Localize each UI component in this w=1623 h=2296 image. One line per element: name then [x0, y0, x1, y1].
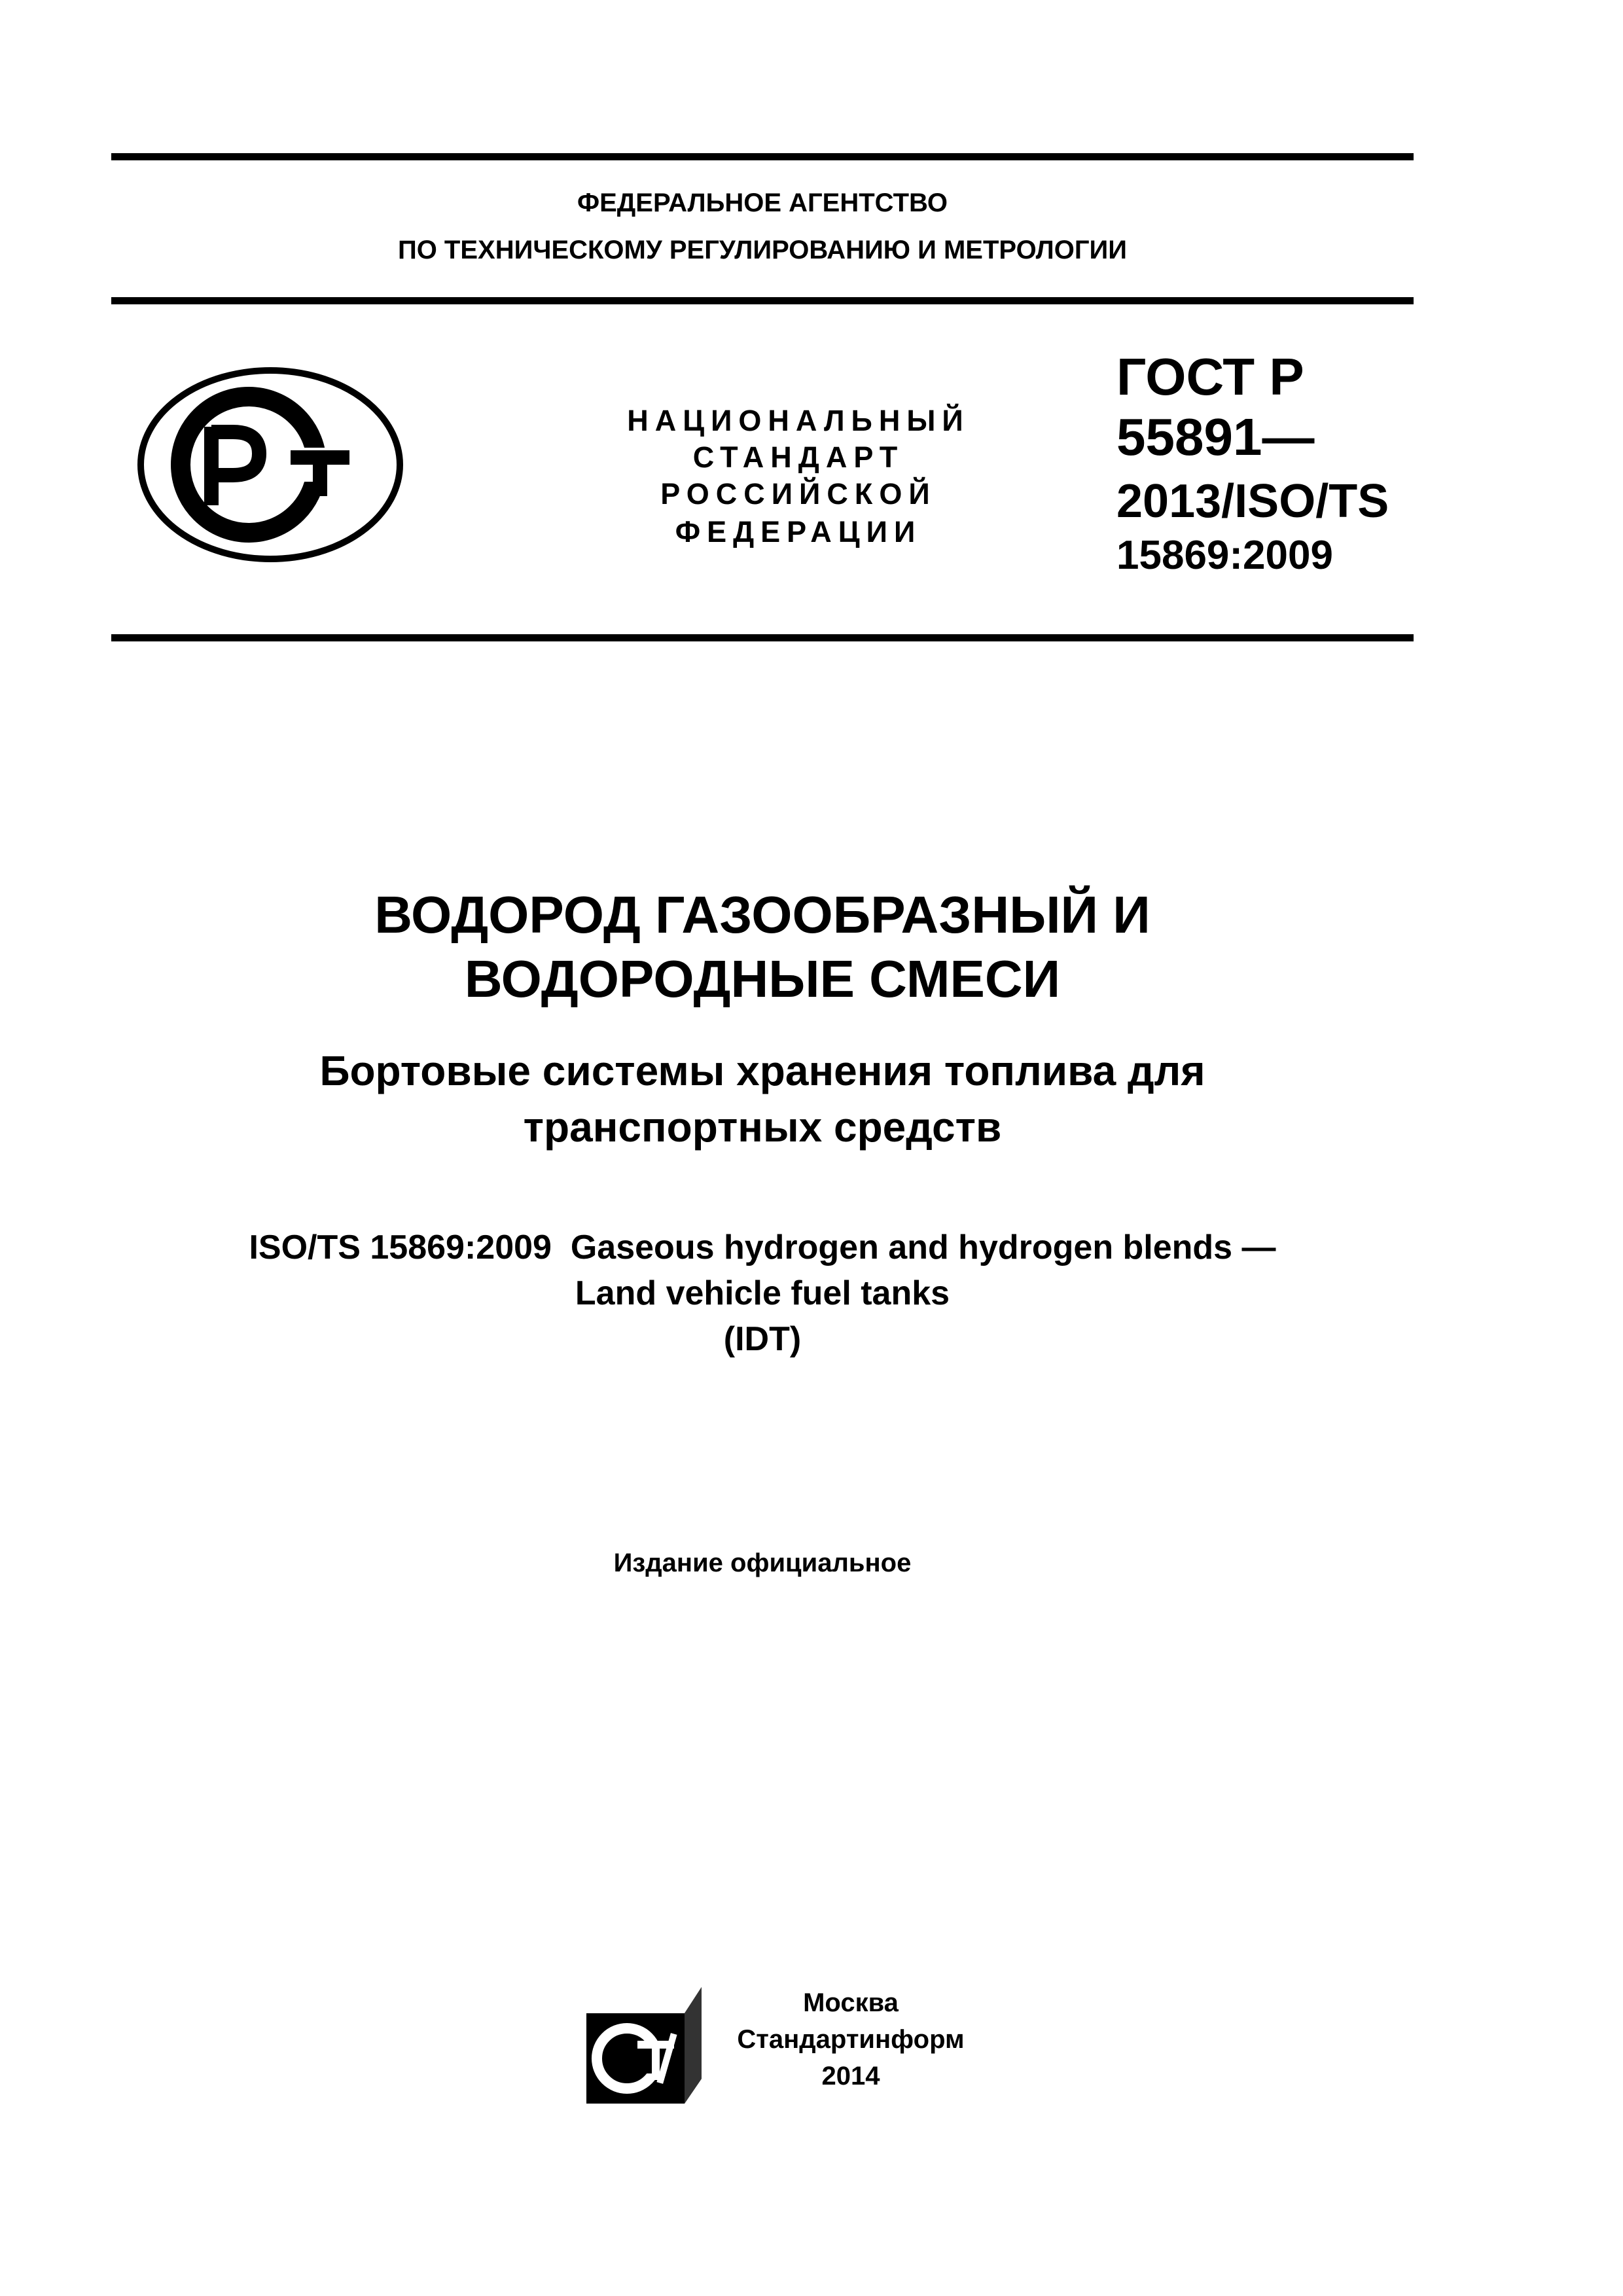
- edition-note: Издание официальное: [613, 1549, 912, 1577]
- agency-name-line-1: ФЕДЕРАЛЬНОЕ АГЕНТСТВО: [577, 188, 948, 217]
- iso-reference-line-1: ISO/TS 15869:2009 Gaseous hydrogen and hydrogen blends —: [249, 1229, 1276, 1266]
- national-standard-line-1: НАЦИОНАЛЬНЫЙ: [627, 404, 970, 437]
- iso-reference-line-3: (IDT): [723, 1320, 802, 1358]
- document-subtitle-line-2: транспортных средств: [523, 1103, 1002, 1151]
- national-standard-line-4: ФЕДЕРАЦИИ: [675, 515, 922, 548]
- publisher-city: Москва: [803, 1988, 899, 2017]
- gost-r-mark-icon: [136, 367, 404, 563]
- agency-name-line-2: ПО ТЕХНИЧЕСКОМУ РЕГУЛИРОВАНИЮ И МЕТРОЛОГИИ: [397, 236, 1128, 264]
- header-divider: [111, 297, 1414, 304]
- document-title-line-1: ВОДОРОД ГАЗООБРАЗНЫЙ И: [374, 886, 1150, 944]
- national-standard-line-2: СТАНДАРТ: [692, 440, 904, 474]
- standard-code-line-3: 2013/ISO/TS: [1116, 475, 1389, 528]
- standard-code-line-1: ГОСТ Р: [1116, 348, 1304, 406]
- publication-year: 2014: [821, 2062, 880, 2090]
- standard-code-line-2: 55891—: [1116, 408, 1315, 466]
- title-block-divider: [111, 634, 1414, 641]
- publisher-name: Стандартинформ: [737, 2025, 965, 2054]
- standard-code-line-4: 15869:2009: [1116, 533, 1333, 578]
- iso-reference-line-2: Land vehicle fuel tanks: [575, 1274, 950, 1312]
- document-title-line-2: ВОДОРОДНЫЕ СМЕСИ: [464, 950, 1061, 1008]
- standartinform-logo-icon: [586, 1987, 702, 2104]
- document-subtitle-line-1: Бортовые системы хранения топлива для: [319, 1047, 1205, 1094]
- top-divider: [111, 153, 1414, 160]
- national-standard-line-3: РОССИЙСКОЙ: [660, 477, 936, 511]
